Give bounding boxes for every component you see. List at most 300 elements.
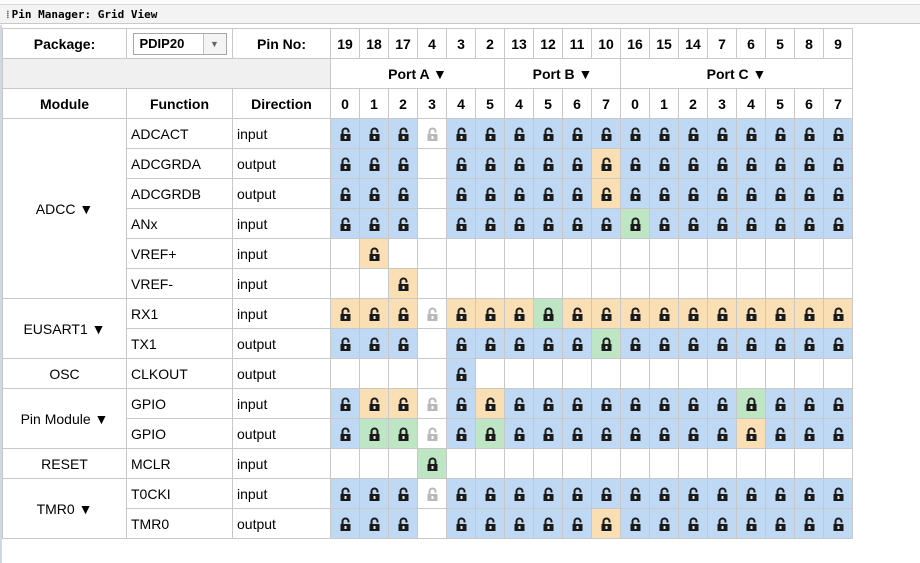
lock-open-icon — [658, 487, 671, 502]
pin-cell[interactable] — [737, 209, 766, 239]
pin-cell[interactable] — [360, 209, 389, 239]
pin-cell[interactable] — [447, 179, 476, 209]
pin-cell[interactable] — [737, 389, 766, 419]
pin-cell[interactable] — [389, 389, 418, 419]
pin-cell[interactable] — [592, 179, 621, 209]
pin-cell[interactable] — [418, 389, 447, 419]
pin-cell[interactable] — [650, 119, 679, 149]
pin-cell[interactable] — [534, 479, 563, 509]
package-select[interactable] — [133, 33, 227, 55]
pin-cell[interactable] — [563, 179, 592, 209]
pin-cell[interactable] — [505, 299, 534, 329]
pin-no-label: Pin No: — [233, 29, 331, 59]
lock-open-icon — [600, 157, 613, 172]
table-row — [3, 119, 853, 149]
pin-cell[interactable] — [418, 119, 447, 149]
pin-cell-empty — [447, 269, 476, 299]
module-name[interactable]: TMR0 ▼ — [3, 479, 127, 539]
pin-cell[interactable] — [505, 119, 534, 149]
direction-value: input — [233, 299, 331, 329]
pin-cell[interactable] — [476, 509, 505, 539]
table-row — [3, 449, 853, 479]
pin-cell[interactable] — [824, 209, 853, 239]
pin-cell[interactable] — [360, 119, 389, 149]
lock-open-icon — [629, 187, 642, 202]
pin-cell-empty — [592, 239, 621, 269]
pin-cell-empty — [592, 359, 621, 389]
pin-cell[interactable] — [766, 149, 795, 179]
pin-cell[interactable] — [737, 119, 766, 149]
pin-number: 18 — [360, 29, 389, 59]
pin-cell[interactable] — [679, 419, 708, 449]
pin-cell[interactable] — [679, 329, 708, 359]
pin-cell[interactable] — [708, 179, 737, 209]
pin-cell[interactable] — [650, 299, 679, 329]
pin-cell[interactable] — [824, 149, 853, 179]
pin-cell[interactable] — [389, 479, 418, 509]
pin-cell[interactable] — [447, 479, 476, 509]
pin-cell[interactable] — [708, 479, 737, 509]
pin-cell[interactable] — [795, 389, 824, 419]
pin-cell[interactable] — [331, 509, 360, 539]
pin-cell[interactable] — [389, 269, 418, 299]
pin-cell[interactable] — [447, 509, 476, 539]
pin-cell[interactable] — [621, 479, 650, 509]
pin-cell[interactable] — [679, 149, 708, 179]
pin-cell[interactable] — [650, 479, 679, 509]
lock-open-icon — [658, 427, 671, 442]
pin-number: 17 — [389, 29, 418, 59]
pin-number: 12 — [534, 29, 563, 59]
pin-cell[interactable] — [592, 299, 621, 329]
pin-cell[interactable] — [679, 479, 708, 509]
pin-cell-empty — [592, 449, 621, 479]
pin-cell[interactable] — [447, 209, 476, 239]
lock-open-icon — [368, 127, 381, 142]
lock-closed-icon — [368, 427, 381, 442]
lock-open-icon — [426, 487, 439, 502]
pin-cell[interactable] — [766, 299, 795, 329]
lock-open-icon — [571, 217, 584, 232]
pin-cell[interactable] — [476, 149, 505, 179]
pin-cell[interactable] — [505, 389, 534, 419]
pin-cell-empty — [824, 239, 853, 269]
lock-open-icon — [484, 487, 497, 502]
pin-cell[interactable] — [708, 389, 737, 419]
pin-cell[interactable] — [592, 119, 621, 149]
pin-cell[interactable] — [360, 479, 389, 509]
lock-open-icon — [339, 427, 352, 442]
pin-cell[interactable] — [592, 419, 621, 449]
direction-value: output — [233, 419, 331, 449]
pin-cell[interactable] — [331, 419, 360, 449]
lock-open-icon — [397, 337, 410, 352]
pin-cell[interactable] — [447, 119, 476, 149]
module-name[interactable]: Pin Module ▼ — [3, 389, 127, 449]
pin-cell[interactable] — [389, 119, 418, 149]
pin-cell[interactable] — [592, 329, 621, 359]
function-name: T0CKI — [127, 479, 233, 509]
pin-cell-empty — [679, 359, 708, 389]
pin-cell[interactable] — [766, 179, 795, 209]
pin-cell[interactable] — [331, 149, 360, 179]
pin-cell[interactable] — [824, 329, 853, 359]
lock-closed-icon — [600, 337, 613, 352]
pin-cell[interactable] — [389, 209, 418, 239]
pin-number: 7 — [708, 29, 737, 59]
pin-cell[interactable] — [476, 479, 505, 509]
lock-open-icon — [600, 307, 613, 322]
pin-cell-empty — [650, 449, 679, 479]
pin-cell-empty — [534, 359, 563, 389]
pin-cell[interactable] — [824, 509, 853, 539]
pin-cell-empty — [795, 359, 824, 389]
lock-open-icon — [832, 487, 845, 502]
pin-cell[interactable] — [360, 149, 389, 179]
lock-open-icon — [832, 217, 845, 232]
pin-cell[interactable] — [447, 149, 476, 179]
lock-open-icon — [629, 517, 642, 532]
lock-open-icon — [368, 517, 381, 532]
lock-open-icon — [687, 157, 700, 172]
function-name: ANx — [127, 209, 233, 239]
pin-cell[interactable] — [505, 479, 534, 509]
pin-cell[interactable] — [766, 509, 795, 539]
pin-cell-empty — [737, 359, 766, 389]
pin-cell[interactable] — [389, 509, 418, 539]
pin-cell[interactable] — [447, 419, 476, 449]
pin-cell-empty — [389, 449, 418, 479]
pin-cell[interactable] — [476, 209, 505, 239]
pin-cell[interactable] — [795, 119, 824, 149]
pin-cell[interactable] — [389, 419, 418, 449]
pin-cell-empty — [505, 359, 534, 389]
lock-closed-icon — [629, 217, 642, 232]
pin-cell[interactable] — [766, 119, 795, 149]
port-header[interactable]: Port A ▼ — [331, 59, 505, 89]
pin-cell[interactable] — [331, 299, 360, 329]
pin-cell[interactable] — [795, 479, 824, 509]
pin-cell[interactable] — [679, 299, 708, 329]
pin-cell-empty — [418, 509, 447, 539]
pin-cell[interactable] — [708, 299, 737, 329]
pin-cell[interactable] — [360, 329, 389, 359]
pin-cell[interactable] — [447, 299, 476, 329]
pin-cell[interactable] — [824, 419, 853, 449]
pin-cell[interactable] — [621, 419, 650, 449]
lock-open-icon — [803, 487, 816, 502]
lock-open-icon — [542, 517, 555, 532]
pin-cell[interactable] — [592, 389, 621, 419]
pin-cell[interactable] — [360, 179, 389, 209]
pin-cell[interactable] — [795, 299, 824, 329]
pin-cell[interactable] — [621, 149, 650, 179]
pin-cell[interactable] — [737, 179, 766, 209]
pin-cell[interactable] — [389, 299, 418, 329]
pin-cell[interactable] — [360, 389, 389, 419]
pin-cell[interactable] — [824, 119, 853, 149]
pin-cell[interactable] — [563, 419, 592, 449]
pin-cell[interactable] — [621, 389, 650, 419]
pin-cell[interactable] — [650, 509, 679, 539]
lock-open-icon — [571, 487, 584, 502]
pin-cell[interactable] — [563, 389, 592, 419]
pin-cell[interactable] — [505, 149, 534, 179]
pin-cell[interactable] — [650, 209, 679, 239]
lock-open-icon — [658, 517, 671, 532]
pin-cell[interactable] — [592, 149, 621, 179]
pin-cell[interactable] — [592, 479, 621, 509]
pin-cell[interactable] — [795, 329, 824, 359]
function-name: MCLR — [127, 449, 233, 479]
lock-open-icon — [832, 517, 845, 532]
lock-open-icon — [600, 127, 613, 142]
lock-open-icon — [716, 427, 729, 442]
pin-cell[interactable] — [447, 359, 476, 389]
lock-open-icon — [687, 217, 700, 232]
drag-grip-icon[interactable]: ⁞ — [6, 8, 10, 21]
pin-cell[interactable] — [476, 179, 505, 209]
function-name: VREF- — [127, 269, 233, 299]
pin-number: 8 — [795, 29, 824, 59]
pin-cell[interactable] — [534, 119, 563, 149]
pin-cell[interactable] — [505, 179, 534, 209]
pin-cell[interactable] — [563, 299, 592, 329]
lock-open-icon — [513, 307, 526, 322]
pin-cell[interactable] — [505, 509, 534, 539]
bit-number: 2 — [679, 89, 708, 119]
pin-cell-empty — [737, 449, 766, 479]
lock-open-icon — [513, 157, 526, 172]
pin-cell[interactable] — [737, 149, 766, 179]
pin-cell[interactable] — [621, 329, 650, 359]
pin-cell[interactable] — [766, 419, 795, 449]
pin-cell[interactable] — [621, 179, 650, 209]
pin-cell[interactable] — [679, 179, 708, 209]
pin-cell[interactable] — [679, 209, 708, 239]
pin-cell[interactable] — [766, 329, 795, 359]
pin-cell[interactable] — [534, 149, 563, 179]
pin-cell[interactable] — [447, 329, 476, 359]
pin-cell[interactable] — [476, 119, 505, 149]
module-name[interactable]: EUSART1 ▼ — [3, 299, 127, 359]
pin-cell[interactable] — [534, 389, 563, 419]
pin-cell[interactable] — [650, 179, 679, 209]
pin-cell[interactable] — [331, 479, 360, 509]
lock-open-icon — [629, 157, 642, 172]
lock-open-icon — [629, 397, 642, 412]
pin-cell[interactable] — [708, 419, 737, 449]
pin-cell-empty — [592, 269, 621, 299]
pin-cell[interactable] — [795, 419, 824, 449]
pin-cell[interactable] — [795, 209, 824, 239]
lock-open-icon — [774, 337, 787, 352]
pin-cell[interactable] — [737, 329, 766, 359]
lock-open-icon — [397, 307, 410, 322]
pin-cell[interactable] — [505, 329, 534, 359]
pin-cell[interactable] — [476, 419, 505, 449]
pin-cell[interactable] — [563, 329, 592, 359]
lock-open-icon — [803, 337, 816, 352]
direction-column-header: Direction — [233, 89, 331, 119]
direction-value: input — [233, 449, 331, 479]
module-name[interactable]: ADCC ▼ — [3, 119, 127, 299]
pin-cell[interactable] — [650, 419, 679, 449]
pin-cell[interactable] — [679, 509, 708, 539]
bit-number: 3 — [418, 89, 447, 119]
pin-cell[interactable] — [708, 329, 737, 359]
lock-open-icon — [600, 487, 613, 502]
pin-cell[interactable] — [795, 179, 824, 209]
lock-open-icon — [629, 487, 642, 502]
lock-open-icon — [339, 157, 352, 172]
pin-cell[interactable] — [592, 509, 621, 539]
lock-open-icon — [716, 157, 729, 172]
pin-cell[interactable] — [563, 509, 592, 539]
pin-cell-empty — [563, 269, 592, 299]
lock-open-icon — [629, 337, 642, 352]
pin-cell[interactable] — [418, 479, 447, 509]
pin-cell[interactable] — [534, 329, 563, 359]
pin-cell[interactable] — [360, 509, 389, 539]
lock-open-icon — [339, 217, 352, 232]
pin-cell[interactable] — [534, 299, 563, 329]
module-name[interactable]: OSC — [3, 359, 127, 389]
pin-cell[interactable] — [331, 329, 360, 359]
function-name: VREF+ — [127, 239, 233, 269]
pin-cell[interactable] — [708, 209, 737, 239]
pin-cell[interactable] — [534, 209, 563, 239]
pin-cell[interactable] — [476, 329, 505, 359]
pin-cell[interactable] — [621, 209, 650, 239]
pin-cell[interactable] — [737, 299, 766, 329]
pin-cell[interactable] — [389, 149, 418, 179]
pin-cell[interactable] — [621, 119, 650, 149]
pin-cell-empty — [824, 269, 853, 299]
pin-cell[interactable] — [331, 209, 360, 239]
pin-cell[interactable] — [650, 329, 679, 359]
pin-cell[interactable] — [650, 149, 679, 179]
pin-cell[interactable] — [534, 419, 563, 449]
pin-number: 5 — [766, 29, 795, 59]
lock-open-icon — [455, 187, 468, 202]
pin-cell[interactable] — [795, 509, 824, 539]
pin-number: 3 — [447, 29, 476, 59]
pin-cell[interactable] — [505, 419, 534, 449]
pin-cell-empty — [360, 269, 389, 299]
pin-cell[interactable] — [534, 509, 563, 539]
lock-open-icon — [832, 337, 845, 352]
pin-cell[interactable] — [360, 299, 389, 329]
lock-open-icon — [745, 427, 758, 442]
pin-cell[interactable] — [563, 119, 592, 149]
pin-cell[interactable] — [331, 119, 360, 149]
pin-cell[interactable] — [592, 209, 621, 239]
pin-cell[interactable] — [621, 509, 650, 539]
bit-number: 5 — [766, 89, 795, 119]
pin-cell[interactable] — [737, 479, 766, 509]
pin-cell[interactable] — [418, 449, 447, 479]
lock-open-icon — [339, 517, 352, 532]
lock-open-icon — [397, 517, 410, 532]
pin-cell[interactable] — [708, 149, 737, 179]
pin-cell[interactable] — [360, 239, 389, 269]
pin-cell[interactable] — [708, 119, 737, 149]
pin-cell[interactable] — [534, 179, 563, 209]
lock-open-icon — [455, 517, 468, 532]
pin-cell[interactable] — [795, 149, 824, 179]
pin-cell[interactable] — [389, 179, 418, 209]
pin-cell[interactable] — [563, 479, 592, 509]
pin-cell[interactable] — [447, 389, 476, 419]
pin-cell[interactable] — [679, 389, 708, 419]
pin-number: 11 — [563, 29, 592, 59]
pin-cell[interactable] — [505, 209, 534, 239]
pin-cell[interactable] — [766, 389, 795, 419]
pin-cell-empty — [795, 449, 824, 479]
pin-cell[interactable] — [331, 389, 360, 419]
lock-open-icon — [339, 337, 352, 352]
pin-cell[interactable] — [824, 389, 853, 419]
pin-cell[interactable] — [621, 299, 650, 329]
lock-open-icon — [484, 127, 497, 142]
pin-cell[interactable] — [389, 329, 418, 359]
lock-open-icon — [571, 337, 584, 352]
module-name[interactable]: RESET — [3, 449, 127, 479]
pin-cell[interactable] — [418, 299, 447, 329]
lock-open-icon — [513, 427, 526, 442]
pin-cell[interactable] — [737, 419, 766, 449]
lock-open-icon — [455, 397, 468, 412]
pin-cell[interactable] — [708, 509, 737, 539]
pin-number: 19 — [331, 29, 360, 59]
lock-open-icon — [484, 187, 497, 202]
pin-cell[interactable] — [766, 479, 795, 509]
function-name: CLKOUT — [127, 359, 233, 389]
lock-open-icon — [832, 427, 845, 442]
lock-open-icon — [542, 217, 555, 232]
bit-number: 3 — [708, 89, 737, 119]
lock-open-icon — [716, 127, 729, 142]
port-header[interactable]: Port C ▼ — [621, 59, 853, 89]
pin-cell[interactable] — [563, 149, 592, 179]
pin-cell[interactable] — [476, 299, 505, 329]
pin-cell[interactable] — [824, 179, 853, 209]
pin-cell[interactable] — [418, 419, 447, 449]
pin-cell[interactable] — [650, 389, 679, 419]
port-header[interactable]: Port B ▼ — [505, 59, 621, 89]
lock-open-icon — [745, 337, 758, 352]
lock-open-icon — [687, 187, 700, 202]
direction-value: output — [233, 179, 331, 209]
pin-cell[interactable] — [737, 509, 766, 539]
pin-cell-empty — [505, 449, 534, 479]
pin-cell[interactable] — [824, 299, 853, 329]
lock-open-icon — [745, 217, 758, 232]
pin-cell[interactable] — [476, 389, 505, 419]
pin-cell[interactable] — [360, 419, 389, 449]
dropdown-arrow-icon[interactable]: ▼ — [203, 34, 226, 54]
lock-open-icon — [455, 487, 468, 502]
pin-cell-empty — [621, 269, 650, 299]
pin-cell[interactable] — [766, 209, 795, 239]
lock-open-icon — [803, 427, 816, 442]
pin-cell[interactable] — [824, 479, 853, 509]
pin-cell[interactable] — [331, 179, 360, 209]
pin-cell[interactable] — [563, 209, 592, 239]
lock-open-icon — [513, 217, 526, 232]
pin-cell[interactable] — [679, 119, 708, 149]
